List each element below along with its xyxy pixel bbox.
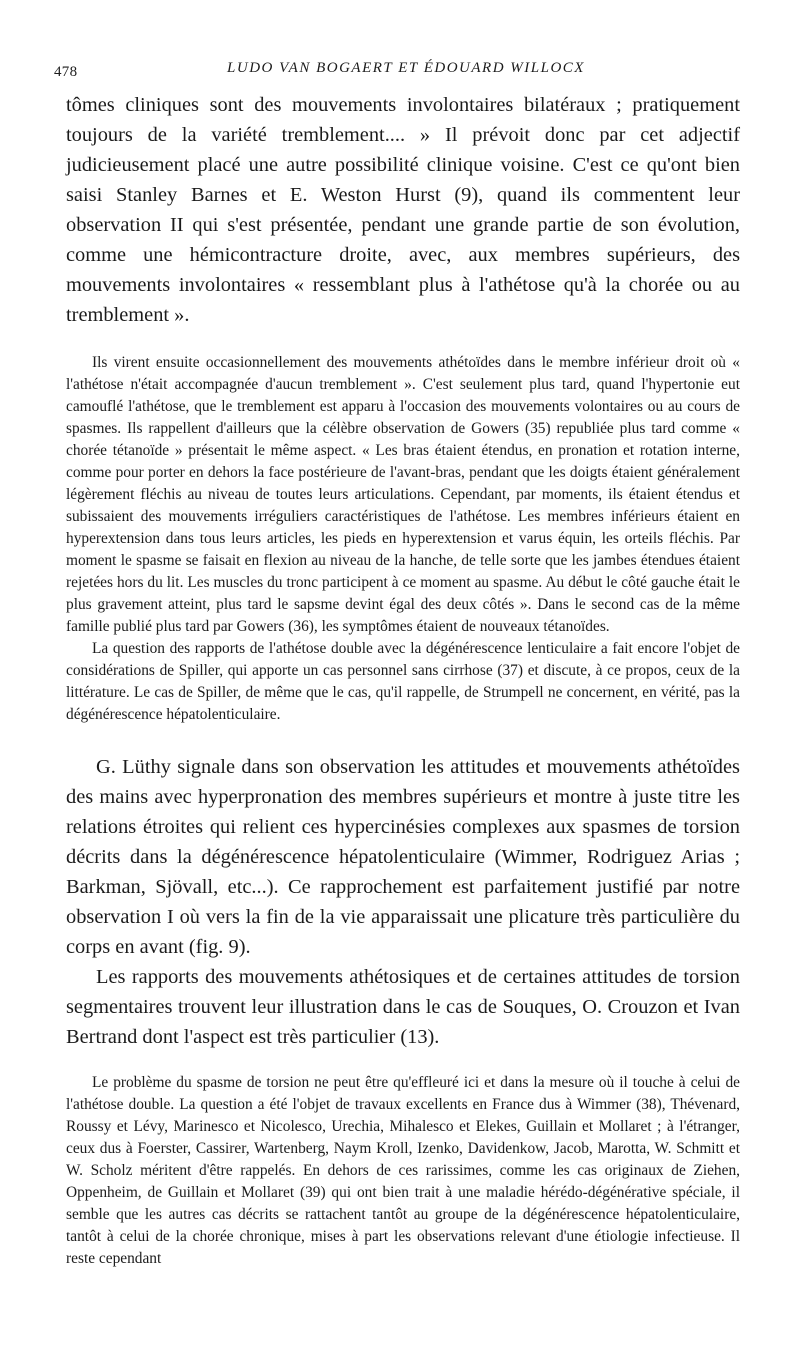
page-number: 478 <box>54 64 78 80</box>
paragraph-4: G. Lüthy signale dans son observation les attitudes et mouvements athétoïdes des mains avec hyperpronation des membres supérieurs et montre à juste titre les relations étroites qui relient ces hypercinésies complexes aux spasmes de torsion décrits dans la dégénérescence hépatolenticulaire (Wimmer, Rodriguez Arias ; Barkman, Sjövall, etc...). Ce rapprochement est parfaitement justifié par notre observation I où vers la fin de la vie apparaissait une plicature très particulière du corps en avant (fig. 9). <box>66 756 740 958</box>
paragraph-3: La question des rapports de l'athétose double avec la dégénérescence lenticulaire a fait encore l'objet de considérations de Spiller, qui apporte un cas personnel sans cirrhose (37) et discute, à ce propos, ceux de la littérature. Le cas de Spiller, de même que le cas, qu'il rappelle, de Strumpell ne concernent, en vérité, pas la dégénérescence hépatolenticulaire. <box>66 640 740 723</box>
page <box>54 60 740 1270</box>
paragraph-1: tômes cliniques sont des mouvements involontaires bilatéraux ; pratiquement toujours de la variété tremblement.... » Il prévoit donc par cet adjectif judicieusement placé une autre possibilité clinique voisine. C'est ce qu'ont bien saisi Stanley Barnes et E. Weston Hurst (9), quand ils commentent leur observation II qui s'est présentée, pendant une grande partie de son évolution, comme une hémicontracture droite, avec, aux membres supérieurs, des mouvements involontaires « ressemblant plus à l'athétose qu'à la chorée ou au tremblement ». <box>66 94 740 326</box>
paragraph-2: Ils virent ensuite occasionnellement des mouvements athétoïdes dans le membre inférieur droit où « l'athétose n'était accompagnée d'aucun tremblement ». C'est seulement plus tard, quand l'hypertonie eut camouflé l'athétose, que le tremblement est apparu à l'occasion des mouvements volontaires ou au cours de spasmes. Ils rappellent d'ailleurs que la célèbre observation de Gowers (35) republiée plus tard comme « chorée tétanoïde » présentait le même aspect. « Les bras étaient étendus, en pronation et rotation interne, comme pour porter en dehors la face postérieure de l'avant-bras, pendant que les doigts étaient généralement légèrement fléchis au niveau de toutes leurs articulations. Cependant, par moments, ils étaient étendus et subissaient des mouvements irréguliers caractéristiques de l'athétose. Les membres inférieurs étaient en hyperextension dans tous leurs articles, les pieds en hyperextension et varus équin, les orteils fléchis. Par moment le spasme se faisait en flexion au niveau de la hanche, de telle sorte que les jambes étendues étaient rejetées hors du lit. Les muscles du tronc participent à ce moment au spasme. Au début le côté gauche était le plus gravement atteint, plus tard le sapsme devint égal des deux côtés ». Dans le second cas de la même famille publié plus tard par Gowers (36), les symptômes étaient de nouveaux tétanoïdes. <box>66 354 740 635</box>
running-title: LUDO VAN BOGAERT ET ÉDOUARD WILLOCX <box>227 60 585 76</box>
page-header <box>54 60 740 86</box>
paragraph-6: Le problème du spasme de torsion ne peut être qu'effleuré ici et dans la mesure où il touche à celui de l'athétose double. La question a été l'objet de travaux excellents en France dus à Wimmer (38), Thévenard, Roussy et Lévy, Marinesco et Nicolesco, Urechia, Mihalesco et Elekes, Guillain et Mollaret ; à l'étranger, ceux dus à Foerster, Cassirer, Wartenberg, Naym Kroll, Izenko, Davidenkow, Jacob, Marotta, W. Schmitt et W. Scholz méritent d'être rappelés. En dehors de ces rarissimes, comme les cas originaux de Ziehen, Oppenheim, de Guillain et Mollaret (39) qui ont bien trait à une maladie hérédo-dégénérative spéciale, il semble que les autres cas décrits se rattachent tantôt au groupe de la dégénérescence hépatolenticulaire, tantôt à celui de la chorée chronique, mises à part les observations relevant d'une étiologie infectieuse. Il reste cependant <box>66 1074 740 1267</box>
paragraph-5: Les rapports des mouvements athétosiques et de certaines attitudes de torsion segmentaires trouvent leur illustration dans le cas de Souques, O. Crouzon et Ivan Bertrand dont l'aspect est très particulier (13). <box>66 966 740 1048</box>
